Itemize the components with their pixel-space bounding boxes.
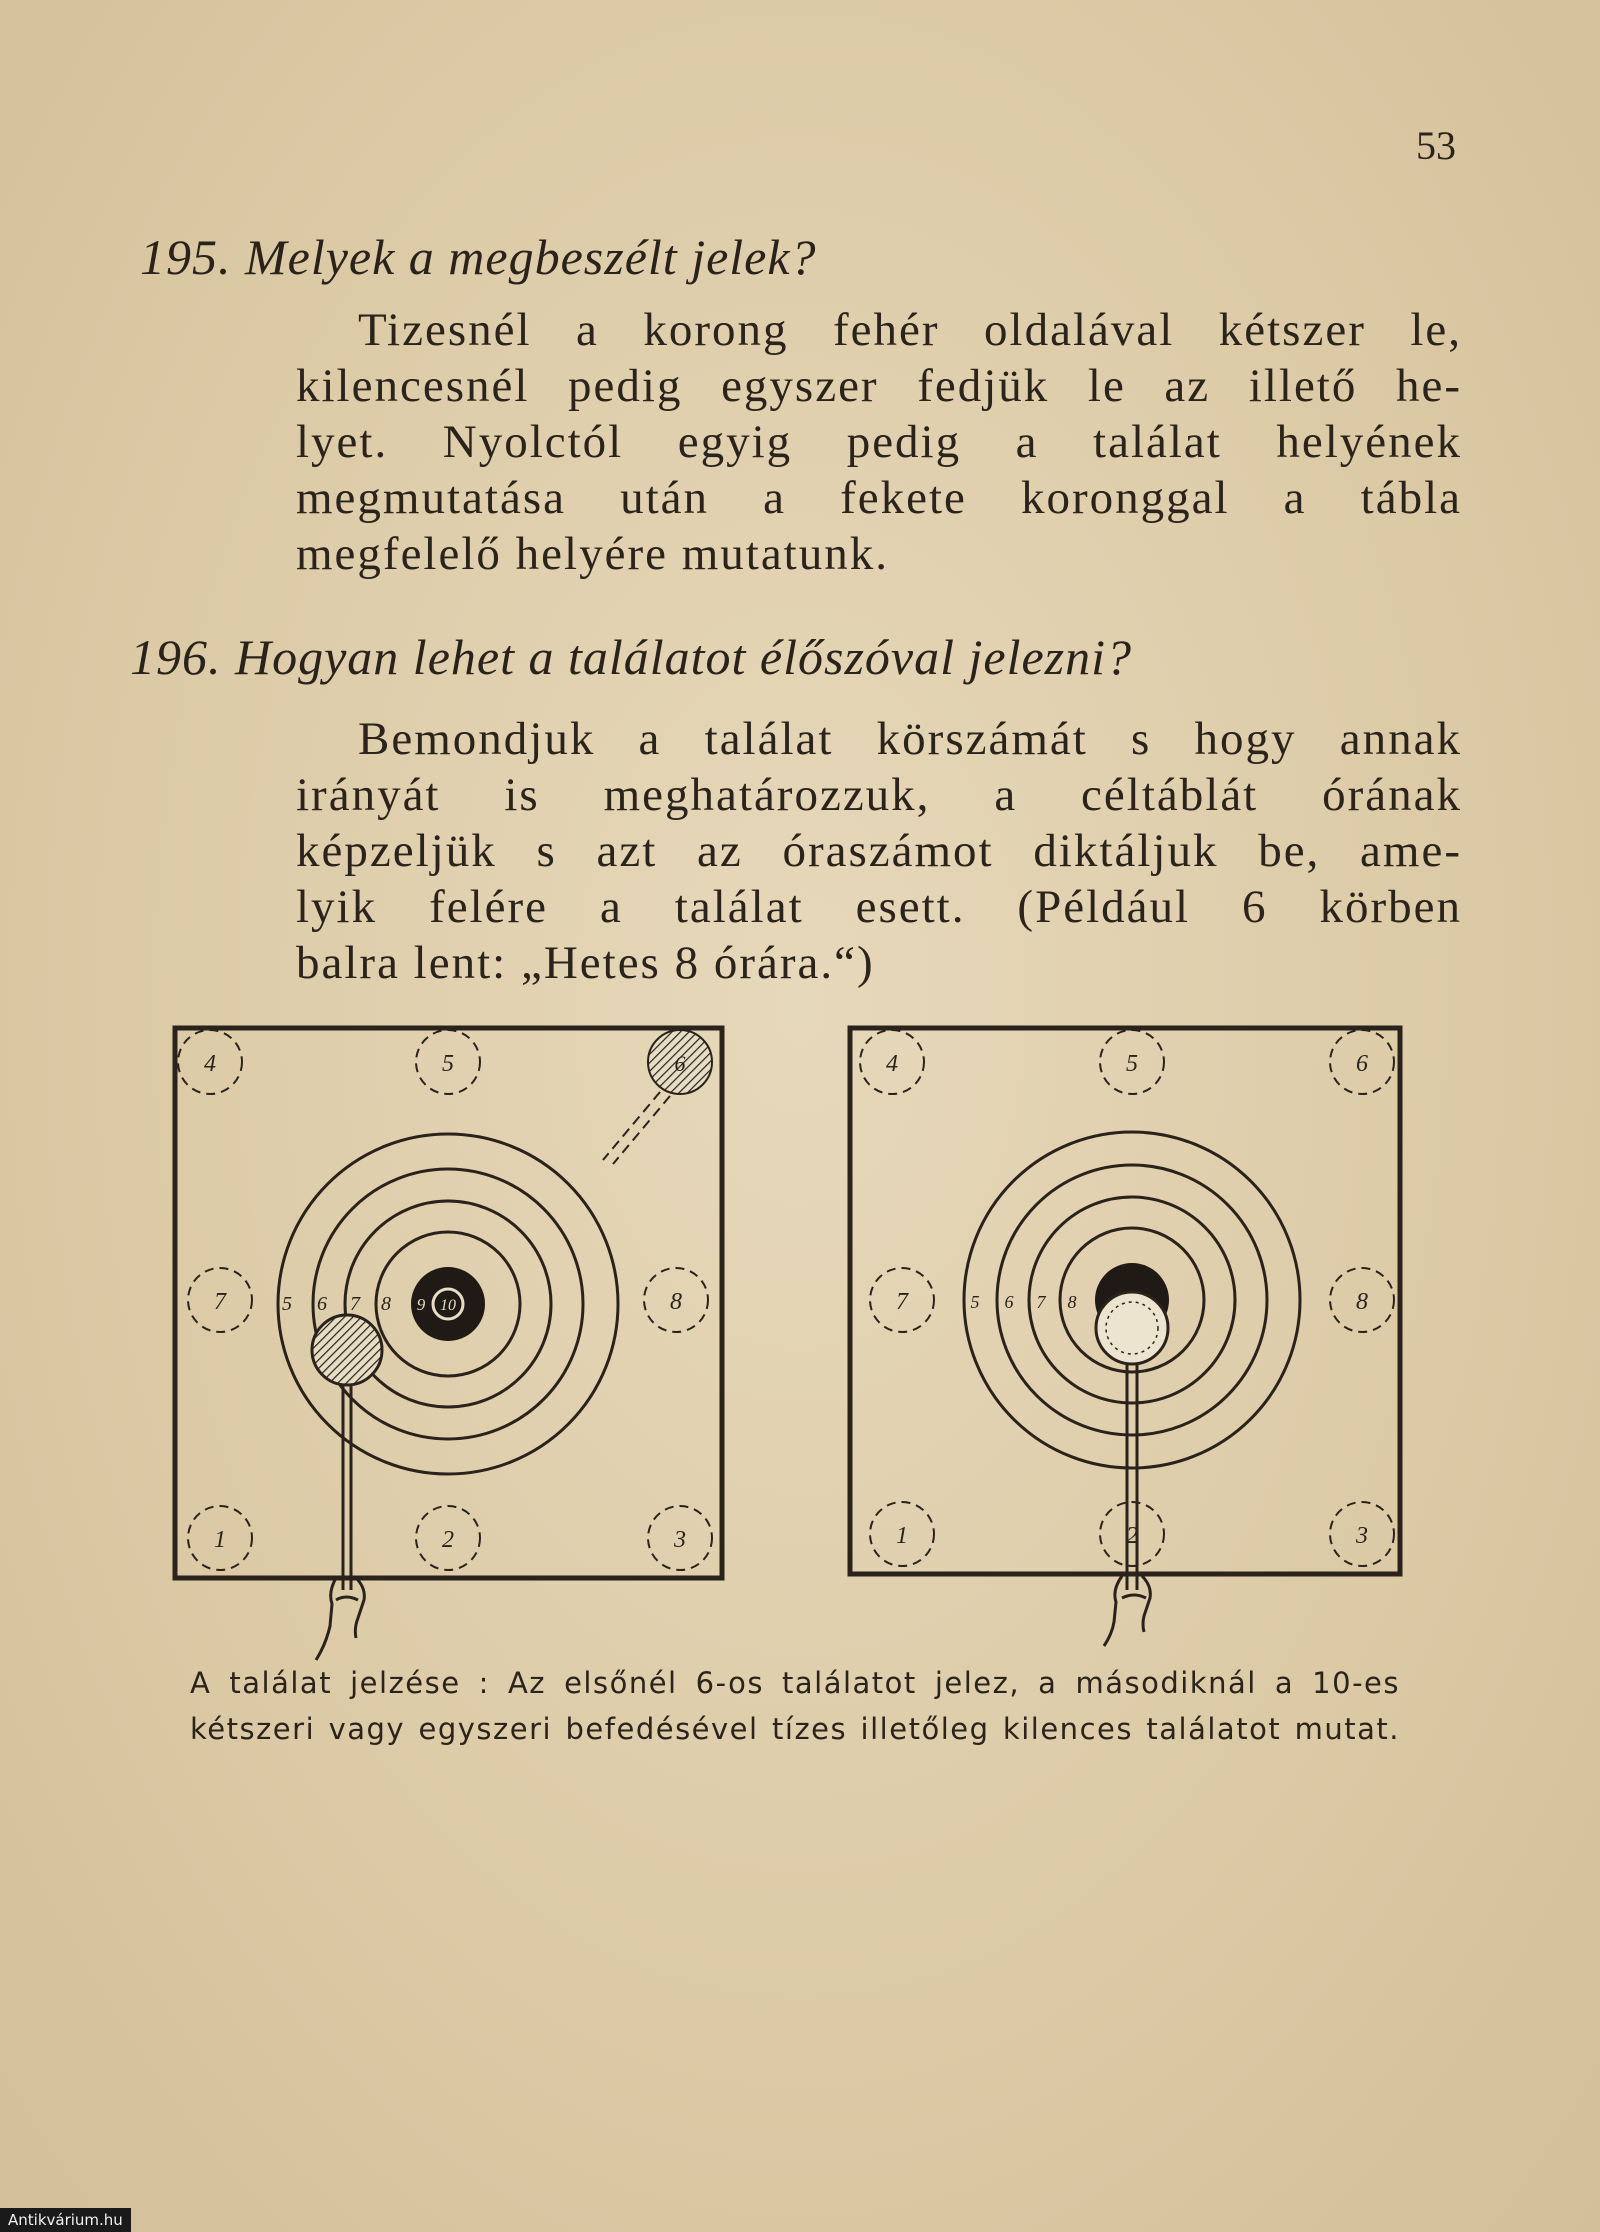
answer-195-line: megmutatása után a fekete koronggal a tábla	[296, 472, 1462, 524]
right-slot-label-6: 6	[1356, 1051, 1368, 1077]
left-slot-label-1: 1	[214, 1527, 226, 1553]
answer-195-line: kilencesnél pedig egyszer fedjük le az illető he-	[296, 360, 1462, 412]
question-196-heading: 196. Hogyan lehet a találatot élőszóval jelezni?	[130, 629, 1133, 685]
right-slot-label-7: 7	[896, 1289, 908, 1315]
caption-line: kétszeri vagy egyszeri befedésével tízes illetőleg kilences találatot mutat.	[190, 1712, 1400, 1746]
target-signaling-figure	[150, 1010, 1450, 1670]
right-ring-label-6: 6	[1004, 1292, 1014, 1312]
left-slot-label-8: 8	[670, 1289, 682, 1315]
right-slot-label-5: 5	[1126, 1051, 1138, 1077]
right-ring-label-7: 7	[1036, 1292, 1046, 1312]
right-slot-label-4: 4	[886, 1051, 898, 1077]
left-slot-label-6: 6	[674, 1051, 686, 1076]
left-slot-label-4: 4	[204, 1051, 216, 1077]
left-motion-path	[603, 1092, 670, 1164]
answer-196-line: Bemondjuk a találat körszámát s hogy annak	[358, 713, 1462, 765]
left-ring-label-8: 8	[381, 1293, 391, 1315]
answer-195-paragraph	[296, 303, 1462, 583]
answer-196-line: irányát is meghatározzuk, a céltáblát órának	[296, 769, 1462, 821]
answer-195-line: megfelelő helyére mutatunk.	[296, 528, 889, 580]
right-ring-label-8: 8	[1067, 1292, 1077, 1312]
answer-195-line: lyet. Nyolctól egyig pedig a találat helyének	[296, 416, 1462, 468]
question-195-heading: 195. Melyek a megbeszélt jelek?	[140, 229, 817, 285]
left-ring-label-5: 5	[282, 1293, 292, 1315]
caption-line: A találat jelzése : Az elsőnél 6-os találatot jelez, a másodiknál a 10-es	[190, 1666, 1400, 1700]
right-slot-label-3: 3	[1356, 1523, 1368, 1549]
left-ring-label-6: 6	[317, 1293, 327, 1315]
left-target-board	[175, 1028, 722, 1660]
left-ring-label-7: 7	[350, 1293, 360, 1315]
left-ring-label-10: 10	[440, 1297, 456, 1314]
left-slot-label-5: 5	[442, 1051, 454, 1077]
right-ring-label-5: 5	[970, 1292, 980, 1312]
answer-196-line: képzeljük s azt az óraszámot diktáljuk be, ame-	[296, 825, 1462, 877]
page-number: 53	[1416, 123, 1456, 168]
left-pointer-disc	[312, 1315, 382, 1660]
answer-196-line: balra lent: „Hetes 8 órára.“)	[296, 937, 875, 989]
right-slot-label-1: 1	[896, 1523, 908, 1549]
left-slot-label-7: 7	[214, 1289, 226, 1315]
watermark: Antikvárium.hu	[0, 2208, 131, 2232]
left-ring-label-9: 9	[416, 1295, 426, 1314]
left-slot-label-3: 3	[674, 1527, 686, 1553]
left-hand-icon	[316, 1578, 364, 1660]
answer-195-line: Tizesnél a korong fehér oldalával kétszer le,	[358, 304, 1462, 356]
answer-196-line: lyik felére a találat esett. (Például 6 körben	[296, 881, 1462, 933]
left-slot-label-2: 2	[442, 1527, 454, 1553]
figure-caption	[190, 1660, 1400, 1752]
right-slot-label-2: 2	[1126, 1523, 1138, 1549]
right-slot-label-8: 8	[1356, 1289, 1368, 1315]
answer-196-paragraph	[296, 712, 1462, 992]
right-target-board	[850, 1028, 1400, 1646]
